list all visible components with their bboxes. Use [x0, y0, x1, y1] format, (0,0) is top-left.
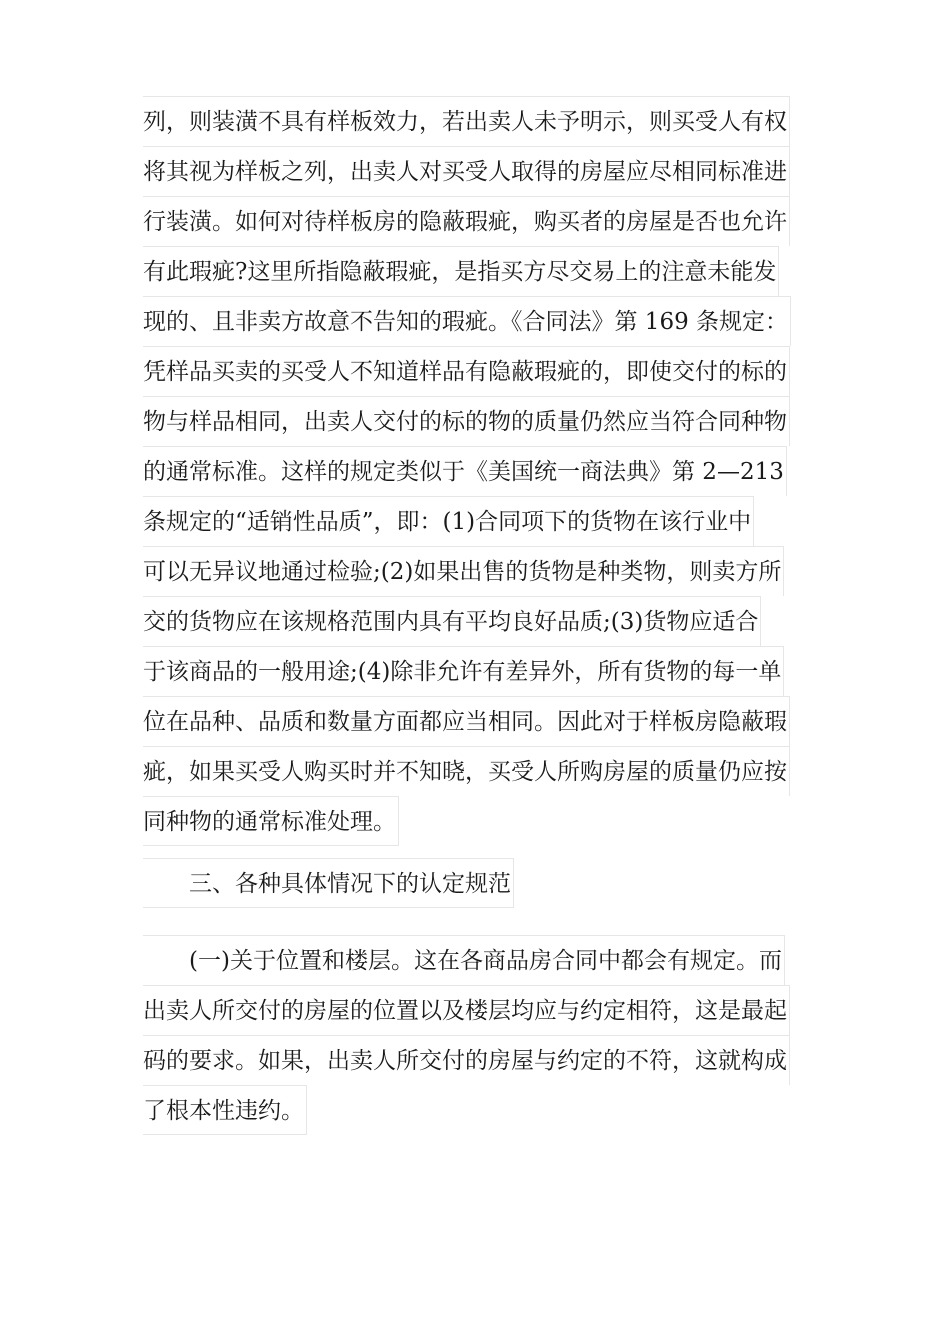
text-line: 交的货物应在该规格范围内具有平均良好品质;(3)货物应适合 [143, 596, 761, 646]
body-paragraph-location-floor [143, 935, 790, 1135]
text-line: 同种物的通常标准处理。 [143, 796, 399, 846]
text-line: 出卖人所交付的房屋的位置以及楼层均应与约定相符，这是最起 [143, 985, 790, 1035]
section-heading [143, 858, 514, 908]
text-line: 的通常标准。这样的规定类似于《美国统一商法典》第 2—213 [143, 446, 787, 496]
heading-line: 三、各种具体情况下的认定规范 [143, 858, 514, 908]
text-line: 于该商品的一般用途;(4)除非允许有差异外，所有货物的每一单 [143, 646, 784, 696]
text-line: 有此瑕疵?这里所指隐蔽瑕疵，是指买方尽交易上的注意未能发 [143, 246, 779, 296]
text-line: 列，则装潢不具有样板效力，若出卖人未予明示，则买受人有权 [143, 96, 790, 146]
text-line: 可以无异议地通过检验;(2)如果出售的货物是种类物，则卖方所 [143, 546, 784, 596]
body-paragraph-sample-house-defects [143, 96, 791, 846]
text-line: 行装潢。如何对待样板房的隐蔽瑕疵，购买者的房屋是否也允许 [143, 196, 790, 246]
text-line: 凭样品买卖的买受人不知道样品有隐蔽瑕疵的，即使交付的标的 [143, 346, 790, 396]
text-line: 条规定的“适销性品质”，即：(1)合同项下的货物在该行业中 [143, 496, 754, 546]
text-line: 将其视为样板之列，出卖人对买受人取得的房屋应尽相同标准进 [143, 146, 790, 196]
text-line: 了根本性违约。 [143, 1085, 307, 1135]
text-line: 位在品种、品质和数量方面都应当相同。因此对于样板房隐蔽瑕 [143, 696, 790, 746]
text-line: 现的、且非卖方故意不告知的瑕疵。《合同法》第 169 条规定： [143, 296, 791, 346]
text-line: 物与样品相同，出卖人交付的标的物的质量仍然应当符合同种物 [143, 396, 790, 446]
text-line: 码的要求。如果，出卖人所交付的房屋与约定的不符，这就构成 [143, 1035, 790, 1085]
text-line: 疵，如果买受人购买时并不知晓，买受人所购房屋的质量仍应按 [143, 746, 790, 796]
text-line: (一)关于位置和楼层。这在各商品房合同中都会有规定。而 [143, 935, 785, 985]
